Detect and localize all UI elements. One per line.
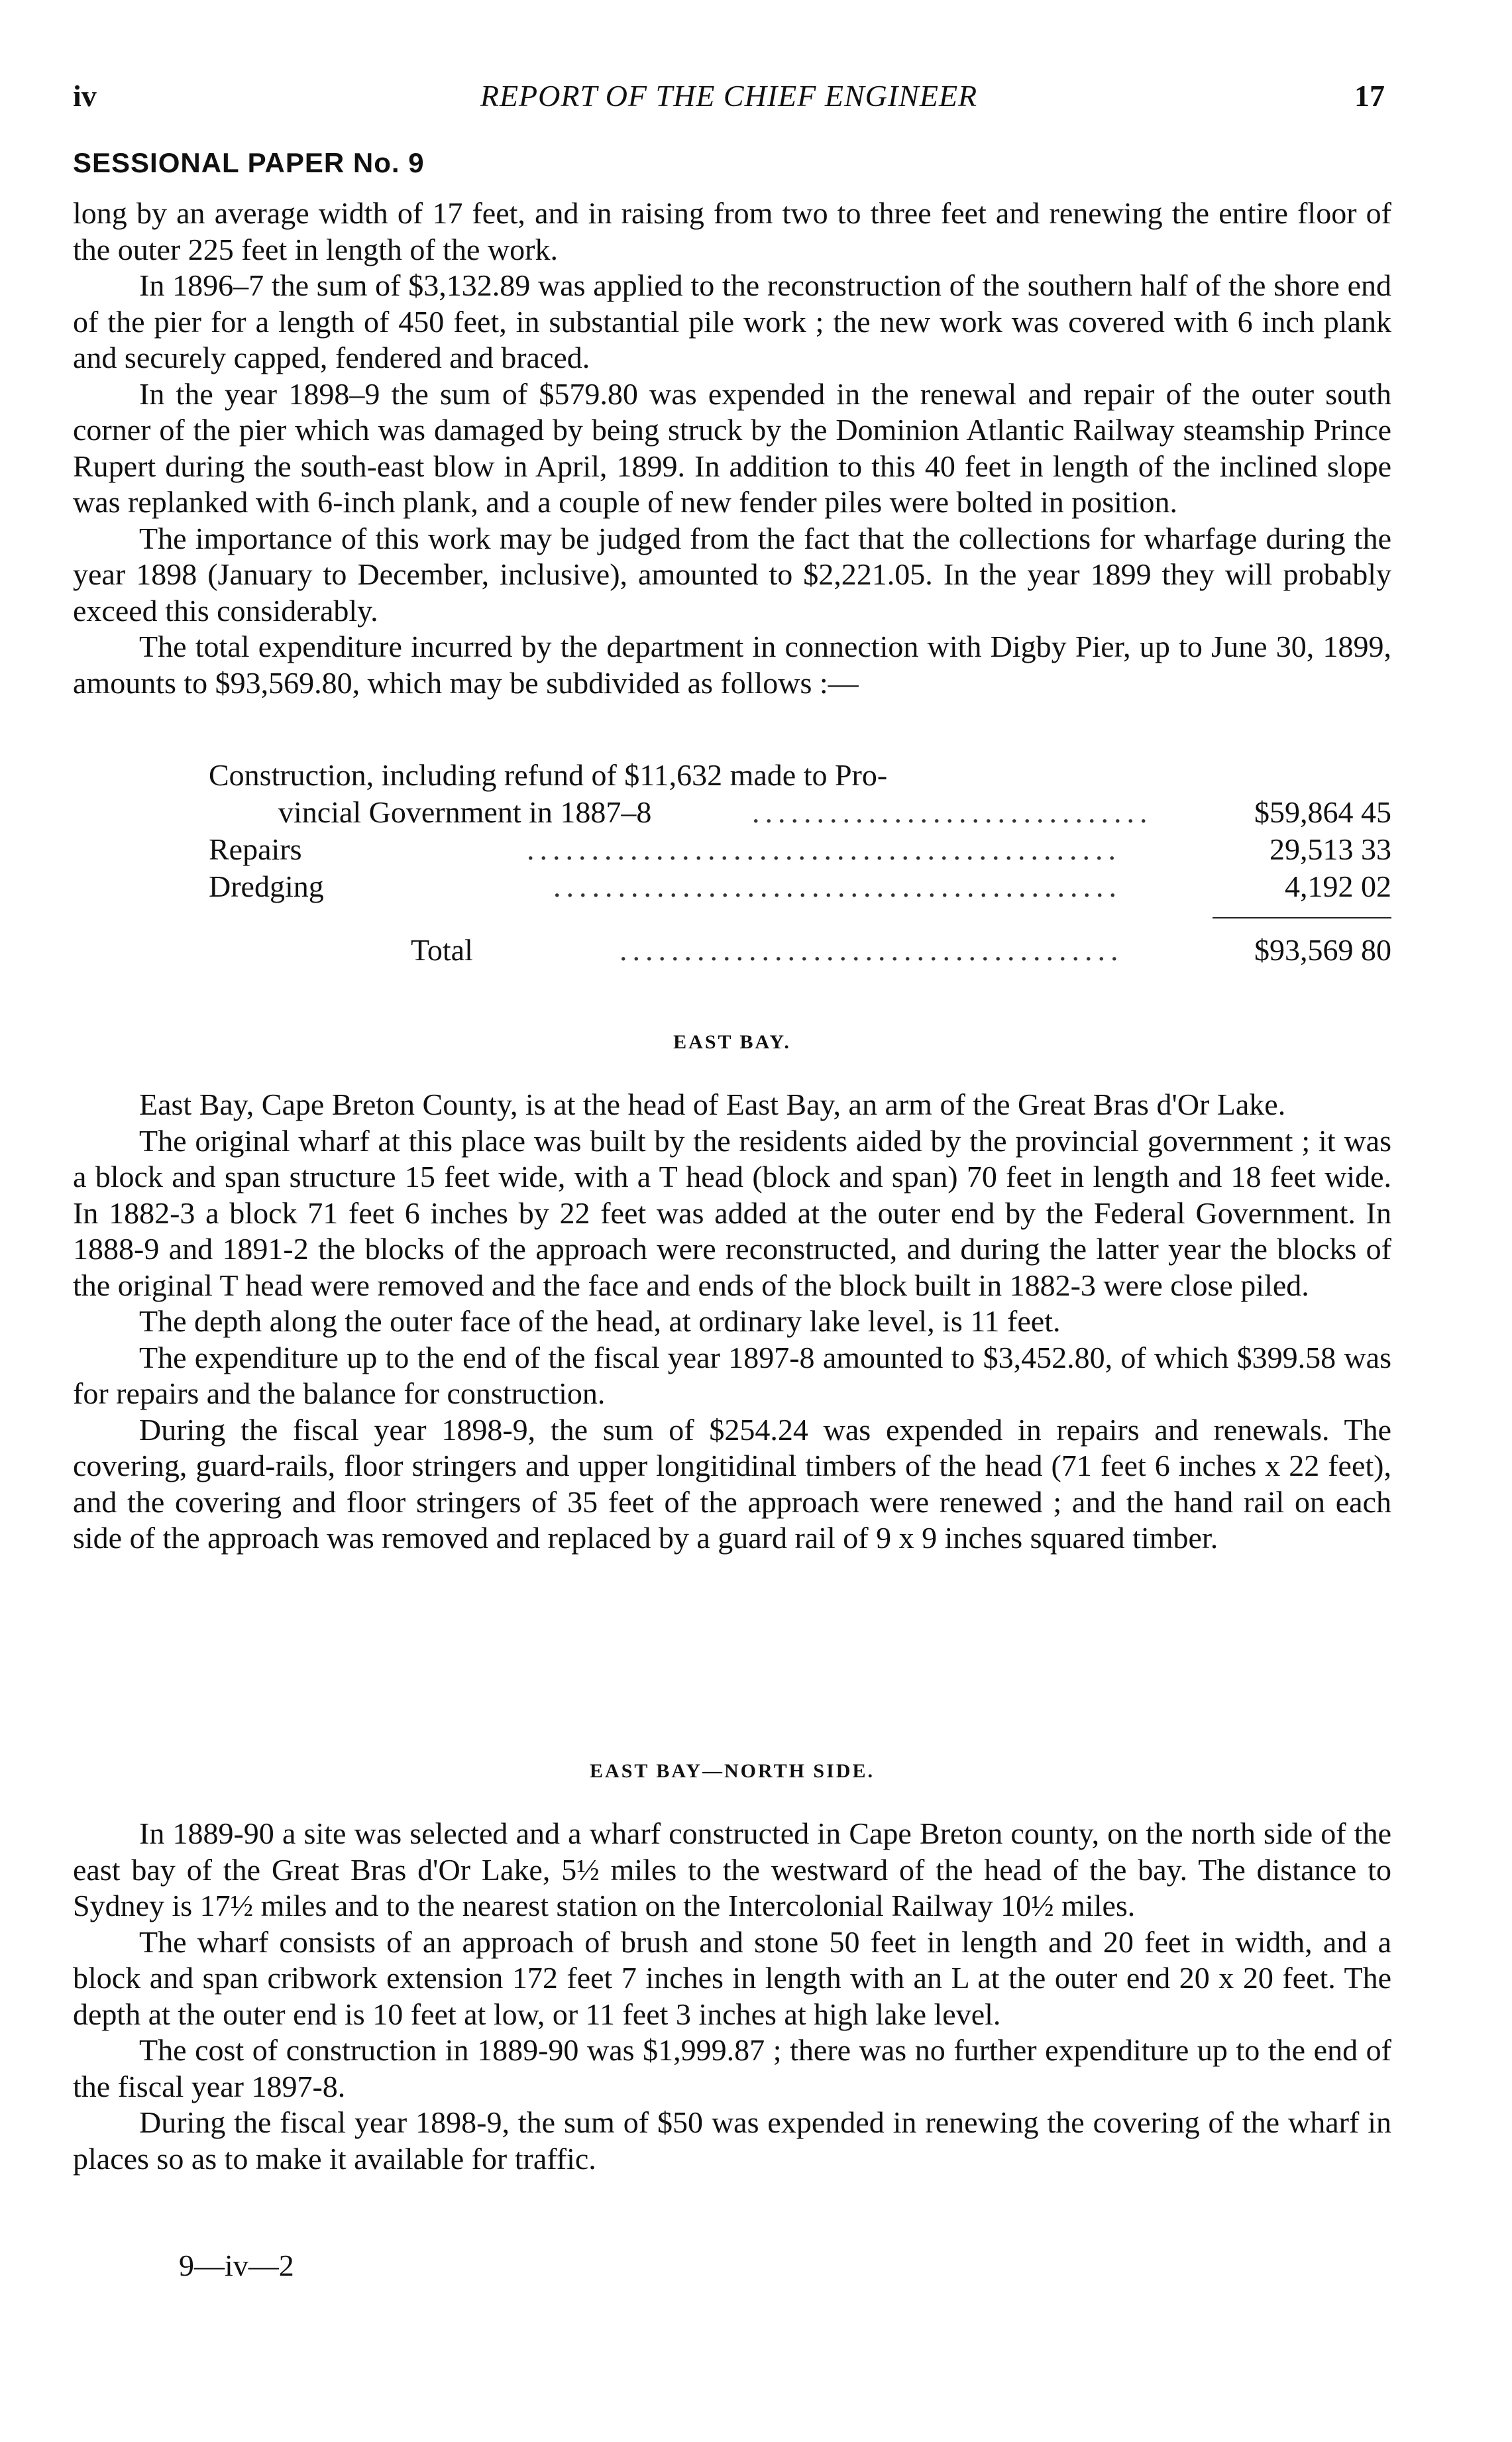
- paragraph: long by an average width of 17 feet, and in raising from two to three feet and renewing the entire floor of the outer 225 feet in length of the work.: [73, 196, 1391, 266]
- digby-pier-section: [73, 195, 1391, 701]
- expenditure-table: [73, 757, 1391, 969]
- leader-dots: ............................................: [553, 869, 1122, 903]
- construction-amount: $59,864 45: [1254, 795, 1391, 829]
- paragraph: In the year 1898–9 the sum of $579.80 was expended in the renewal and repair of the outer south corner of the pier which was damaged by being struck by the Dominion Atlantic Railway steamship Prince Rupert during the south-east blow in April, 1899. In addition to this 40 feet in length of the inclined slope was replanked with 6-inch plank, and a couple of new fender piles were bolted in position.: [73, 376, 1391, 519]
- paragraph: During the fiscal year 1898-9, the sum of $50 was expended in renewing the covering of the wharf in places so as to make it available for traffic.: [73, 2105, 1391, 2176]
- section-heading-east-bay: EAST BAY.: [673, 1031, 791, 1053]
- paragraph: The total expenditure incurred by the department in connection with Digby Pier, up to June 30, 1899, amounts to $93,569.80, which may be subdivided as follows :—: [73, 630, 1391, 700]
- paragraph: The cost of construction in 1889-90 was $1,999.87 ; there was no further expenditure up to the end of the fiscal year 1897-8.: [73, 2033, 1391, 2103]
- total-label: Total: [411, 933, 473, 967]
- leader-dots: ...............................: [752, 795, 1153, 829]
- construction-label: Construction, including refund of $11,632 made to Pro-: [209, 758, 888, 792]
- table-row: [73, 794, 1391, 831]
- repairs-label: Repairs: [209, 832, 302, 866]
- total-amount: $93,569 80: [1254, 933, 1391, 967]
- total-rule: [1213, 917, 1391, 918]
- dredging-amount: 4,192 02: [1285, 869, 1391, 903]
- repairs-amount: 29,513 33: [1269, 832, 1391, 866]
- paragraph: In 1889-90 a site was selected and a wharf constructed in Cape Breton county, on the north side of the east bay of the Great Bras d'Or Lake, 5½ miles to the westward of the head of the bay. The distance to Sydney is 17½ miles and to the nearest station on the Intercolonial Railway 10½ miles.: [73, 1816, 1391, 1922]
- paragraph: East Bay, Cape Breton County, is at the head of East Bay, an arm of the Great Bras d'Or Lake.: [139, 1087, 1286, 1121]
- page-number: 17: [1354, 79, 1385, 113]
- running-head: [73, 78, 1385, 125]
- east-bay-north-section: [73, 1816, 1391, 2177]
- paragraph: The depth along the outer face of the head, at ordinary lake level, is 11 feet.: [139, 1304, 1061, 1338]
- dredging-label: Dredging: [209, 869, 324, 903]
- leader-dots: .......................................: [620, 933, 1124, 967]
- sessional-paper-label: SESSIONAL PAPER No. 9: [73, 147, 425, 178]
- paragraph: During the fiscal year 1898-9, the sum of $254.24 was expended in repairs and renewals. The covering, guard-rails, floor stringers and upper longitidinal timbers of the head (71 feet 6 inches x 22 feet), and the covering and floor stringers of 35 feet of the approach were renewed ; and the hand rail on each side of the approach was removed and replaced by a guard rail of 9 x 9 inches squared timber.: [73, 1412, 1391, 1555]
- paragraph: The importance of this work may be judged from the fact that the collections for wharfage during the year 1898 (January to December, inclusive), amounted to $2,221.05. In the year 1899 they will probably exceed this considerably.: [73, 521, 1391, 628]
- section-heading-east-bay-north: EAST BAY—NORTH SIDE.: [590, 1760, 875, 1782]
- leader-dots: ..............................................: [527, 832, 1121, 866]
- table-row: [73, 932, 1391, 969]
- paragraph: The expenditure up to the end of the fiscal year 1897-8 amounted to $3,452.80, of which $399.58 was for repairs and the balance for construction.: [73, 1340, 1391, 1410]
- folio-signature: 9—iv—2: [179, 2248, 294, 2282]
- table-row: [73, 831, 1391, 868]
- paragraph: The original wharf at this place was built by the residents aided by the provincial government ; it was a block and span structure 15 feet wide, with a T head (block and span) 70 feet in length and 18 feet wide. In 1882-3 a block 71 feet 6 inches by 22 feet was added at the outer end by the Federal Government. In 1888-9 and 1891-2 the blocks of the approach were reconstructed, and during the latter year the blocks of the original T head were removed and the face and ends of the block built in 1882-3 were close piled.: [73, 1123, 1391, 1302]
- east-bay-section: [73, 1087, 1391, 1557]
- paragraph: In 1896–7 the sum of $3,132.89 was applied to the reconstruction of the southern half of the shore end of the pier for a length of 450 feet, in substantial pile work ; the new work was covered with 6 inch plank and securely capped, fendered and braced.: [73, 268, 1391, 374]
- paragraph: The wharf consists of an approach of brush and stone 50 feet in length and 20 feet in width, and a block and span cribwork extension 172 feet 7 inches in length with an L at the outer end 20 x 20 feet. The depth at the outer end is 10 feet at low, or 11 feet 3 inches at high lake level.: [73, 1924, 1391, 2031]
- report-title: REPORT OF THE CHIEF ENGINEER: [480, 79, 978, 113]
- table-row: [73, 868, 1391, 905]
- section-numeral: iv: [73, 79, 97, 113]
- total-rule-row: [73, 905, 1391, 932]
- construction-label-continued: vincial Government in 1887–8: [278, 795, 652, 829]
- table-row: [73, 757, 1391, 794]
